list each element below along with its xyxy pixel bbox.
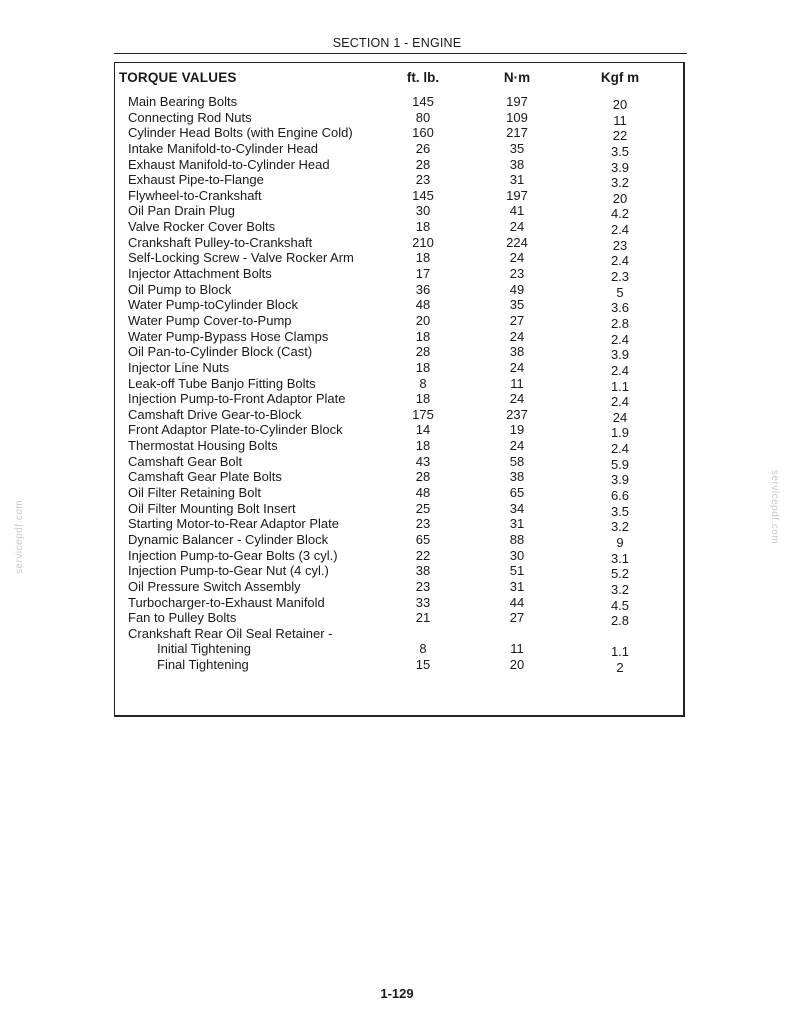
row-ftlb-value: 38 — [415, 563, 431, 579]
row-nm-value: 217 — [506, 125, 528, 141]
row-nm-value: 224 — [506, 234, 528, 250]
row-nm-value: 23 — [509, 266, 525, 282]
row-ftlb-value: 36 — [415, 281, 431, 297]
table-row — [0, 641, 794, 660]
row-label: Valve Rocker Cover Bolts — [128, 219, 276, 235]
row-ftlb-value: 18 — [415, 391, 431, 407]
row-kgfm-value: 3.2 — [610, 175, 630, 191]
row-label: Intake Manifold-to-Cylinder Head — [128, 140, 319, 156]
row-kgfm-value: 2.3 — [610, 269, 630, 285]
row-nm-value: 197 — [506, 94, 528, 109]
watermark-right: servicepdf.com — [769, 470, 780, 545]
row-ftlb-value: 14 — [415, 422, 431, 438]
row-ftlb-value: 80 — [415, 109, 431, 125]
row-ftlb-value: 26 — [415, 140, 431, 156]
table-row — [0, 516, 794, 535]
row-kgfm-value: 11 — [613, 112, 627, 128]
row-label: Cylinder Head Bolts (with Engine Cold) — [128, 125, 353, 141]
table-row — [0, 532, 794, 548]
row-label: Crankshaft Rear Oil Seal Retainer - — [128, 625, 333, 641]
table-row — [0, 422, 794, 441]
row-label: Flywheel-to-Crankshaft — [128, 187, 262, 203]
row-kgfm-value: 2.4 — [610, 362, 630, 378]
row-kgfm-value: 3.9 — [610, 472, 630, 488]
row-label: Exhaust Pipe-to-Flange — [128, 172, 264, 188]
row-ftlb-value: 145 — [412, 94, 434, 109]
row-nm-value: 44 — [509, 594, 525, 610]
row-label: Exhaust Manifold-to-Cylinder Head — [128, 156, 330, 172]
row-kgfm-value: 1.1 — [610, 378, 630, 394]
row-label: Water Pump-toCylinder Block — [128, 297, 299, 313]
row-kgfm-value: 2 — [616, 660, 624, 676]
row-ftlb-value: 15 — [415, 657, 431, 673]
row-label: Injection Pump-to-Gear Nut (4 cyl.) — [128, 563, 329, 579]
table-row — [0, 250, 794, 269]
row-label: Front Adaptor Plate-to-Cylinder Block — [128, 422, 343, 438]
row-nm-value: 58 — [509, 453, 525, 469]
row-ftlb-value: 22 — [415, 547, 431, 563]
column-header-kgfm: Kgf m — [600, 70, 640, 85]
row-ftlb-value: 21 — [415, 610, 431, 626]
row-nm-value: 49 — [509, 281, 525, 297]
row-label: Water Pump Cover-to-Pump — [128, 312, 292, 328]
table-row — [0, 313, 794, 329]
row-nm-value: 24 — [509, 359, 525, 375]
row-kgfm-value: 2.4 — [610, 222, 630, 238]
table-row — [0, 579, 794, 595]
column-header-ftlb: ft. lb. — [406, 70, 440, 85]
row-kgfm-value: 3.2 — [610, 581, 630, 597]
row-kgfm-value: 3.9 — [610, 347, 630, 363]
row-nm-value: 65 — [509, 485, 525, 501]
row-label: Fan to Pulley Bolts — [128, 610, 237, 626]
row-ftlb-value: 175 — [412, 406, 434, 422]
table-row — [0, 125, 794, 144]
row-ftlb-value: 17 — [415, 266, 431, 282]
table-row — [0, 282, 794, 298]
row-label: Camshaft Gear Plate Bolts — [128, 469, 282, 485]
table-row — [0, 157, 794, 173]
row-kgfm-value: 1.9 — [610, 425, 630, 441]
row-label: Oil Pressure Switch Assembly — [128, 578, 301, 594]
row-nm-value: 109 — [506, 109, 528, 125]
row-ftlb-value: 18 — [415, 359, 431, 375]
row-ftlb-value: 43 — [415, 453, 431, 469]
row-label: Injector Attachment Bolts — [128, 266, 272, 282]
table-row — [0, 203, 794, 222]
row-nm-value: 30 — [509, 547, 525, 563]
page-number: 1-129 — [380, 986, 414, 1001]
table-row — [0, 219, 794, 238]
row-label: Oil Pump to Block — [128, 281, 232, 297]
watermark-left: servicepdf.com — [14, 499, 25, 574]
row-ftlb-value: 18 — [415, 250, 431, 266]
row-kgfm-value: 24 — [612, 409, 628, 425]
row-ftlb-value: 18 — [415, 219, 431, 235]
table-row — [0, 563, 794, 582]
row-nm-value: 197 — [506, 187, 528, 203]
table-row — [0, 610, 794, 629]
row-kgfm-value: 2.8 — [610, 315, 630, 331]
row-label: Connecting Rod Nuts — [128, 109, 252, 125]
row-ftlb-value: 33 — [415, 594, 431, 610]
row-nm-value: 51 — [509, 563, 525, 579]
row-label: Turbocharger-to-Exhaust Manifold — [128, 594, 325, 610]
row-ftlb-value: 28 — [415, 156, 431, 172]
row-nm-value: 27 — [509, 610, 525, 626]
row-nm-value: 38 — [509, 469, 525, 485]
row-nm-value: 24 — [509, 391, 525, 407]
row-kgfm-value: 9 — [616, 534, 624, 550]
table-row — [0, 266, 794, 285]
row-kgfm-value: 4.5 — [610, 597, 630, 613]
row-label: Self-Locking Screw - Valve Rocker Arm — [128, 250, 354, 266]
row-nm-value: 38 — [509, 344, 525, 360]
row-label: Initial Tightening — [157, 641, 251, 657]
row-label: Water Pump-Bypass Hose Clamps — [128, 328, 329, 344]
header-rule — [114, 53, 687, 54]
row-nm-value: 41 — [509, 203, 525, 219]
row-nm-value: 27 — [509, 312, 525, 328]
row-label: Injector Line Nuts — [128, 359, 230, 375]
row-ftlb-value: 18 — [415, 328, 431, 344]
table-row — [0, 595, 794, 611]
table-row — [0, 376, 794, 392]
row-kgfm-value: 3.9 — [610, 159, 630, 175]
row-label: Final Tightening — [157, 657, 249, 673]
row-ftlb-value: 25 — [415, 500, 431, 516]
row-ftlb-value: 48 — [415, 485, 431, 501]
row-nm-value: 24 — [509, 250, 525, 266]
row-label: Oil Pan-to-Cylinder Block (Cast) — [128, 344, 313, 360]
table-row — [0, 438, 794, 457]
row-ftlb-value: 23 — [415, 578, 431, 594]
torque-table-body — [0, 94, 794, 676]
row-ftlb-value: 210 — [412, 234, 434, 250]
row-ftlb-value: 8 — [419, 641, 427, 657]
table-title: TORQUE VALUES — [119, 70, 237, 85]
row-ftlb-value: 8 — [419, 375, 427, 391]
row-nm-value: 24 — [509, 219, 525, 235]
row-label: Starting Motor-to-Rear Adaptor Plate — [128, 516, 339, 532]
row-kgfm-value: 23 — [612, 237, 628, 253]
row-ftlb-value: 65 — [415, 531, 431, 547]
row-ftlb-value: 30 — [415, 203, 431, 219]
row-ftlb-value: 160 — [412, 125, 434, 141]
row-ftlb-value: 23 — [415, 172, 431, 188]
table-row — [0, 172, 794, 191]
row-nm-value: 31 — [509, 172, 525, 188]
table-row — [0, 657, 794, 676]
row-nm-value: 24 — [509, 438, 525, 454]
table-row — [0, 329, 794, 345]
table-row — [0, 235, 794, 251]
row-ftlb-value: 23 — [415, 516, 431, 532]
row-label: Injection Pump-to-Front Adaptor Plate — [128, 391, 346, 407]
row-nm-value: 88 — [509, 531, 525, 547]
table-row — [0, 360, 794, 376]
table-row — [0, 94, 794, 110]
row-kgfm-value: 2.4 — [610, 253, 630, 269]
table-row — [0, 407, 794, 423]
table-row — [0, 297, 794, 316]
table-row — [0, 548, 794, 564]
table-row — [0, 188, 794, 204]
row-kgfm-value: 2.4 — [610, 441, 630, 457]
row-kgfm-value: 6.6 — [610, 488, 630, 504]
row-kgfm-value: 3.2 — [610, 519, 630, 535]
row-nm-value: 11 — [510, 375, 524, 391]
row-nm-value: 31 — [509, 516, 525, 532]
row-label: Injection Pump-to-Gear Bolts (3 cyl.) — [128, 547, 338, 563]
row-nm-value: 31 — [509, 578, 525, 594]
row-label: Main Bearing Bolts — [128, 94, 238, 109]
row-ftlb-value: 28 — [415, 469, 431, 485]
row-label: Camshaft Drive Gear-to-Block — [128, 406, 302, 422]
table-row — [0, 501, 794, 517]
row-kgfm-value: 4.2 — [610, 206, 630, 222]
row-kgfm-value: 3.6 — [610, 300, 630, 316]
row-ftlb-value: 28 — [415, 344, 431, 360]
row-kgfm-value: 1.1 — [610, 644, 630, 660]
row-label: Dynamic Balancer - Cylinder Block — [128, 531, 329, 547]
row-kgfm-value: 20 — [612, 190, 628, 206]
row-kgfm-value: 22 — [612, 128, 628, 144]
section-header: SECTION 1 - ENGINE — [332, 36, 462, 50]
row-kgfm-value: 2.4 — [610, 331, 630, 347]
table-row — [0, 110, 794, 126]
table-row — [0, 469, 794, 488]
row-ftlb-value: 18 — [415, 438, 431, 454]
row-nm-value: 35 — [509, 140, 525, 156]
row-label: Oil Pan Drain Plug — [128, 203, 235, 219]
row-nm-value: 34 — [509, 500, 525, 516]
row-ftlb-value: 20 — [415, 312, 431, 328]
row-label: Leak-off Tube Banjo Fitting Bolts — [128, 375, 316, 391]
row-kgfm-value: 3.5 — [610, 503, 630, 519]
row-nm-value: 35 — [509, 297, 525, 313]
row-nm-value: 237 — [506, 406, 528, 422]
table-row — [0, 626, 794, 642]
row-nm-value: 20 — [509, 657, 525, 673]
row-nm-value: 38 — [509, 156, 525, 172]
table-row — [0, 391, 794, 410]
row-kgfm-value: 5.2 — [610, 566, 630, 582]
row-label: Oil Filter Mounting Bolt Insert — [128, 500, 296, 516]
row-kgfm-value: 5.9 — [610, 456, 630, 472]
row-label: Oil Filter Retaining Bolt — [128, 485, 261, 501]
row-kgfm-value: 3.1 — [610, 550, 630, 566]
column-header-nm: N·m — [503, 70, 531, 85]
row-nm-value: 11 — [510, 641, 524, 657]
row-ftlb-value: 145 — [412, 187, 434, 203]
table-row — [0, 344, 794, 363]
row-label: Camshaft Gear Bolt — [128, 453, 243, 469]
table-row — [0, 454, 794, 470]
row-kgfm-value: 3.5 — [610, 143, 630, 159]
row-label: Crankshaft Pulley-to-Crankshaft — [128, 234, 313, 250]
table-row — [0, 141, 794, 157]
row-nm-value: 19 — [509, 422, 525, 438]
row-label: Thermostat Housing Bolts — [128, 438, 278, 454]
row-kgfm-value: 5 — [616, 284, 624, 300]
row-kgfm-value: 20 — [612, 97, 628, 112]
table-row — [0, 485, 794, 504]
row-nm-value: 24 — [509, 328, 525, 344]
row-ftlb-value: 48 — [415, 297, 431, 313]
row-kgfm-value: 2.8 — [610, 613, 630, 629]
row-kgfm-value: 2.4 — [610, 394, 630, 410]
